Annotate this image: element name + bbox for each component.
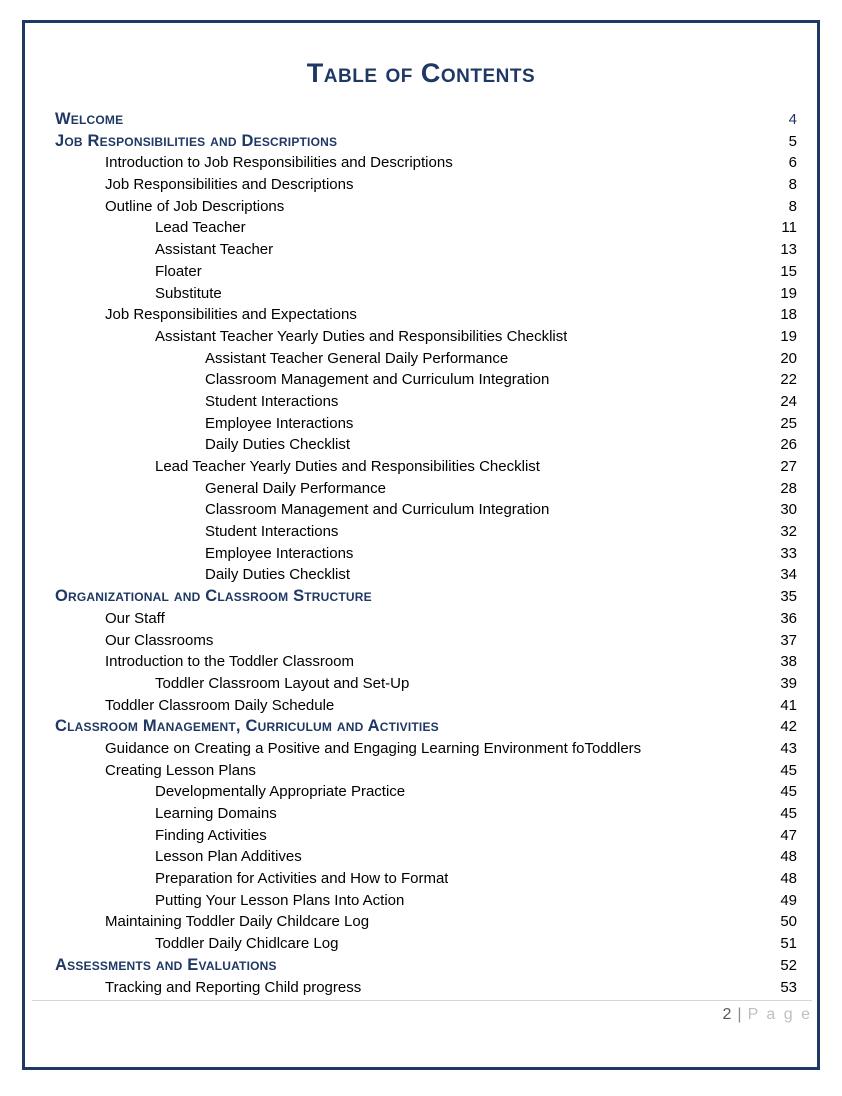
- toc-entry-title: Putting Your Lesson Plans Into Action: [155, 891, 405, 909]
- toc-entry-page: 51: [780, 935, 797, 953]
- toc-entry[interactable]: [55, 239, 797, 261]
- toc-entry[interactable]: [55, 109, 797, 131]
- toc-entry-page: 43: [780, 739, 797, 757]
- toc-entry[interactable]: [55, 369, 797, 391]
- toc-entry[interactable]: [55, 261, 797, 283]
- toc-entry-title: Guidance on Creating a Positive and Engaging Learning Environment foToddlers: [105, 739, 642, 757]
- footer-divider: [32, 1000, 812, 1001]
- toc-entry-title: Assistant Teacher: [155, 241, 274, 259]
- toc-entry-page: 34: [780, 566, 797, 584]
- toc-entry[interactable]: [55, 825, 797, 847]
- footer-page-label: P a g e: [747, 1006, 812, 1023]
- toc-entry[interactable]: [55, 283, 797, 305]
- toc-entry-title: Toddler Daily Chidlcare Log: [155, 935, 339, 953]
- toc-entry-page: 19: [780, 327, 797, 345]
- toc-entry[interactable]: [55, 977, 797, 999]
- toc-entry[interactable]: [55, 196, 797, 218]
- toc-entry-title: Toddler Classroom Layout and Set-Up: [155, 674, 410, 692]
- footer-page-number: 2: [722, 1006, 732, 1023]
- toc-entry-page: 48: [780, 848, 797, 866]
- toc-entry-title: Daily Duties Checklist: [205, 436, 351, 454]
- toc-entry-page: 8: [788, 176, 797, 194]
- page-title: Table of Contents: [306, 58, 536, 88]
- toc-entry-title: Preparation for Activities and How to Format: [155, 870, 449, 888]
- toc-entry-title: Lesson Plan Additives: [155, 848, 302, 866]
- toc-entry-title: Toddler Classroom Daily Schedule: [105, 696, 335, 714]
- toc-entry-title: Introduction to the Toddler Classroom: [105, 653, 355, 671]
- toc-entry-title: Assessments and Evaluations: [55, 955, 277, 974]
- toc-entry-title: Job Responsibilities and Expectations: [105, 306, 357, 324]
- toc-entry-title: Organizational and Classroom Structure: [55, 587, 372, 606]
- toc-entry-page: 6: [788, 154, 797, 172]
- toc-entry-title: Lead Teacher: [155, 219, 246, 237]
- toc-entry-title: Employee Interactions: [205, 414, 354, 432]
- toc-entry[interactable]: [55, 217, 797, 239]
- toc-entry-page: 37: [780, 631, 797, 649]
- toc-entry-page: 28: [780, 479, 797, 497]
- toc-entry-page: 11: [781, 219, 797, 237]
- toc-entry[interactable]: [55, 521, 797, 543]
- toc-entry[interactable]: [55, 630, 797, 652]
- toc-entry[interactable]: [55, 174, 797, 196]
- toc-entry[interactable]: [55, 543, 797, 565]
- toc-entry[interactable]: [55, 326, 797, 348]
- toc-entry-title: Creating Lesson Plans: [105, 761, 256, 779]
- toc-entry[interactable]: [55, 304, 797, 326]
- toc-entry[interactable]: [55, 695, 797, 717]
- toc-entry-page: 30: [780, 501, 797, 519]
- toc-entry-page: 53: [780, 978, 797, 996]
- toc-entry[interactable]: [55, 955, 797, 977]
- toc-entry-page: 33: [780, 544, 797, 562]
- page-footer: [32, 1003, 812, 1027]
- toc-entry-title: Learning Domains: [155, 805, 277, 822]
- toc-entry-page: 20: [780, 349, 797, 367]
- toc-entry-page: 26: [780, 436, 797, 454]
- toc-entry-title: Employee Interactions: [205, 544, 354, 562]
- toc-entry-page: 50: [780, 913, 797, 931]
- toc-entry[interactable]: [55, 478, 797, 500]
- toc-entry[interactable]: [55, 456, 797, 478]
- toc-entry-page: 15: [780, 262, 797, 280]
- toc-entry-page: 38: [780, 653, 797, 671]
- toc-entry-title: Floater: [155, 262, 202, 280]
- toc-entry[interactable]: [55, 434, 797, 456]
- toc-entry-page: 32: [780, 523, 797, 541]
- toc-entry-page: 45: [780, 783, 797, 801]
- toc-entry[interactable]: [55, 499, 797, 521]
- toc-entry[interactable]: [55, 564, 797, 586]
- toc-entry-title: Our Classrooms: [105, 631, 214, 649]
- toc-entry[interactable]: [55, 716, 797, 738]
- toc-entry-page: 19: [780, 284, 797, 302]
- toc-entry-title: Introduction to Job Responsibilities and Descriptions: [105, 154, 453, 172]
- toc-entry[interactable]: [55, 348, 797, 370]
- toc-entry-title: Substitute: [155, 284, 222, 302]
- toc-entry[interactable]: [55, 152, 797, 174]
- toc-entry[interactable]: [55, 781, 797, 803]
- toc-entry-title: Student Interactions: [205, 523, 339, 541]
- toc-entry-page: 18: [780, 306, 797, 324]
- toc-entry[interactable]: [55, 391, 797, 413]
- toc-entry-title: Assistant Teacher General Daily Performance: [205, 349, 509, 367]
- toc-entry-page: 5: [788, 132, 797, 150]
- toc-entry-page: 35: [780, 588, 797, 606]
- toc-entry-title: Classroom Management, Curriculum and Activities: [55, 717, 439, 736]
- toc-entry-title: Tracking and Reporting Child progress: [105, 978, 362, 996]
- toc-list: [55, 109, 797, 998]
- toc-entry[interactable]: [55, 868, 797, 890]
- toc-entry[interactable]: [55, 651, 797, 673]
- toc-entry-page: 36: [780, 609, 797, 627]
- toc-entry-page: 25: [780, 414, 797, 432]
- toc-entry-page: 45: [780, 761, 797, 779]
- toc-entry[interactable]: [55, 608, 797, 630]
- toc-entry[interactable]: [55, 738, 797, 760]
- footer-separator: |: [737, 1006, 742, 1023]
- toc-entry-title: Our Staff: [105, 609, 165, 627]
- toc-entry-page: 27: [780, 458, 797, 475]
- toc-entry-page: 52: [780, 956, 797, 974]
- toc-entry[interactable]: [55, 131, 797, 153]
- toc-entry-page: 42: [780, 718, 797, 736]
- toc-entry-page: 48: [780, 870, 797, 888]
- toc-entry-page: 22: [780, 371, 797, 389]
- toc-entry-page: 45: [780, 805, 797, 822]
- toc-entry-title: Student Interactions: [205, 392, 339, 410]
- toc-entry[interactable]: [55, 413, 797, 435]
- toc-entry-page: 8: [788, 197, 797, 215]
- toc-entry-title: Maintaining Toddler Daily Childcare Log: [105, 913, 370, 931]
- toc-entry[interactable]: [55, 911, 797, 933]
- toc-entry-title: Classroom Management and Curriculum Integration: [205, 371, 550, 389]
- toc-entry-page: 39: [780, 674, 797, 692]
- toc-entry-title: General Daily Performance: [205, 479, 386, 497]
- toc-entry-title: Outline of Job Descriptions: [105, 197, 285, 215]
- toc-entry[interactable]: [55, 586, 797, 608]
- toc-entry-title: Developmentally Appropriate Practice: [155, 783, 406, 801]
- toc-entry-page: 49: [780, 891, 797, 909]
- toc-entry[interactable]: [55, 890, 797, 912]
- toc-entry-title: Welcome: [55, 110, 124, 128]
- toc-entry[interactable]: [55, 673, 797, 695]
- toc-entry-title: Lead Teacher Yearly Duties and Responsibilities Checklist: [155, 458, 540, 475]
- toc-entry[interactable]: [55, 803, 797, 825]
- toc-entry-title: Classroom Management and Curriculum Integration: [205, 501, 550, 519]
- toc-entry-page: 4: [788, 111, 797, 128]
- toc-entry[interactable]: [55, 846, 797, 868]
- toc-entry-page: 47: [780, 826, 797, 844]
- toc-entry-title: Job Responsibilities and Descriptions: [55, 131, 338, 150]
- toc-entry-title: Job Responsibilities and Descriptions: [105, 176, 354, 194]
- toc-entry-title: Daily Duties Checklist: [205, 566, 351, 584]
- toc-entry-title: Finding Activities: [155, 826, 267, 844]
- toc-entry-page: 24: [780, 392, 797, 410]
- toc-entry-title: Assistant Teacher Yearly Duties and Responsibilities Checklist: [155, 327, 568, 345]
- toc-entry-page: 41: [780, 696, 797, 714]
- toc-entry[interactable]: [55, 760, 797, 782]
- toc-entry-page: 13: [780, 241, 797, 259]
- toc-entry[interactable]: [55, 933, 797, 955]
